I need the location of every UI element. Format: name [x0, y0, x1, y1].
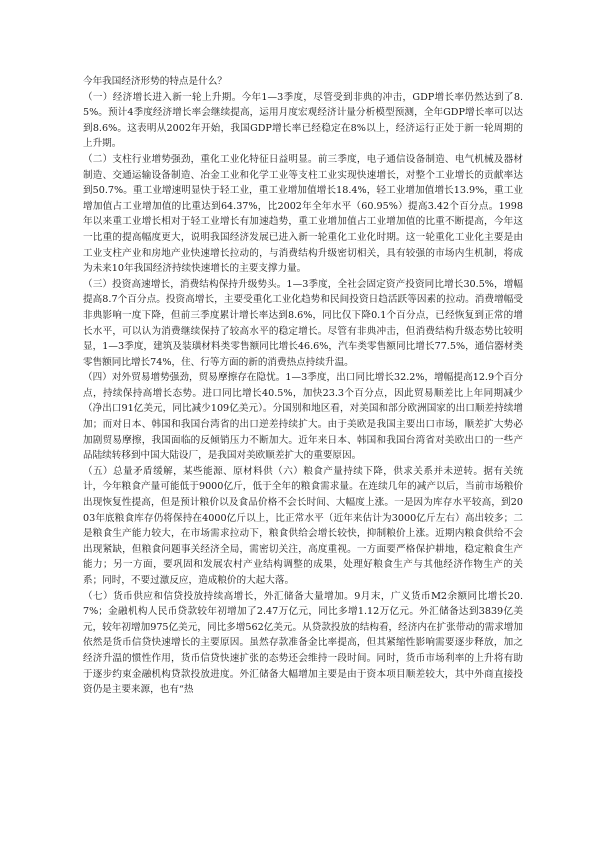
paragraph-1: （一）经济增长进入新一轮上升期。今年1—3季度，尽管受到非典的冲击，GDP增长率仍然达到了8.5%。预计4季度经济增长率会继续提高，运用月度宏观经济计量分析模型预测，全年GDP增长率可以达到8.6%。这表明从2002年开始，我国GDP增长率已经稳定在8%以上，经济运行正处于新一轮周期的上升期。: [83, 91, 523, 150]
paragraph-4: （四）对外贸易增势强劲，贸易摩擦存在隐忧。1—3季度，出口同比增长32.2%，增幅提高12.9个百分点，持续保持高增长态势。进口同比增长40.5%，加快23.3个百分点，因此贸易顺差比上年同期减少（净出口91亿美元，同比减少109亿美元）。分国别和地区看，对美国和部分欧洲国家的出口顺差持续增加；而对日本、韩国和我国台湾省的出口逆差持续扩大。由于美欧是我国主要出口市场，顺差扩大势必加剧贸易摩擦，我国面临的反倾销压力不断加大。近年来日本、韩国和我国台湾省对美欧出口的一些产品陆续转移到中国大陆设厂，是我国对美欧顺差扩大的重要原因。: [83, 372, 523, 462]
document-title: 今年我国经济形势的特点是什么？: [83, 76, 227, 87]
paragraph-5: （五）总量矛盾缓解，某些能源、原材料供（六）粮食产量持续下降，供求关系并未逆转。据有关统计，今年粮食产量可能低于9000亿斤，低于全年的粮食需求量。在连续几年的减产以后，当前市场粮价出现恢复性提高，但是预计粮价以及食品价格不会长时间、大幅度上涨。一是因为库存水平较高，到2003年底粮食库存仍将保持在4000亿斤以上，比正常水平（近年来估计为3000亿斤左右）高出较多；二是粮食生产能力较大，在市场需求拉动下，粮食供给会增长较快，抑制粮价上涨。近期内粮食供给不会出现紧缺，但粮食问题事关经济全局，需密切关注，高度重视。一方面要严格保护耕地，稳定粮食生产能力；另一方面，要巩固和发展农村产业结构调整的成果，处理好粮食生产与其他经济作物生产的关系；同时，不要过激反应，造成粮价的大起大落。: [83, 465, 523, 586]
paragraph-3: （三）投资高速增长，消费结构保持升级势头。1—3季度，全社会固定资产投资同比增长30.5%，增幅提高8.7个百分点。投资高增长，主要受重化工业化趋势和民间投资日趋活跃等因素的拉动。消费增幅受非典影响一度下降，但前三季度累计增长率达到8.6%，同比仅下降0.1个百分点，已经恢复到正常的增长水平，可以认为消费继续保持了较高水平的稳定增长。尽管有非典冲击，但消费结构升级态势比较明显，1—3季度，建筑及装璜材料类零售额同比增长46.6%，汽车类零售额同比增长77.5%，通信器材类零售额同比增长74%，住、行等方面的新的消费热点持续升温。: [83, 278, 523, 368]
paragraph-2: （二）支柱行业增势强劲，重化工业化特征日益明显。前三季度，电子通信设备制造、电气机械及器材制造、交通运输设备制造、冶金工业和化学工业等支柱工业实现快速增长，对整个工业增长的贡献率达到50.7%。重工业增速明显快于轻工业，重工业增加值增长18.4%，轻工业增加值增长13.9%，重工业增加值占工业增加值的比重达到64.37%，比2002年全年水平（60.95%）提高3.42个百分点。1998年以来重工业增长相对于轻工业增长有加速趋势，重工业增加值占工业增加值的比重不断提高，今年这一比重的提高幅度更大，说明我国经济发展已进入新一轮重化工业化时期。这一轮重化工业化主要是由工业支柱产业和房地产业快速增长拉动的，与消费结构升级密切相关，具有较强的市场内生机制，将成为未来10年我国经济持续快速增长的主要支撑力量。: [83, 153, 523, 275]
document-body: [83, 74, 523, 698]
paragraph-6: （七）货币供应和信贷投放持续高增长，外汇储备大量增加。9月末，广义货币M2余额同比增长20.7%；金融机构人民币贷款较年初增加了2.47万亿元，同比多增1.12万亿元。外汇储备达到3839亿美元，较年初增加975亿美元，同比多增562亿美元。从贷款投放的结构看，经济内在扩张带动的需求增加依然是货币信贷快速增长的主要原因。虽然存款准备金比率提高，但其紧缩性影响需要逐步释放，加之经济升温的惯性作用，货币信贷快速扩张的态势还会维持一段时间。同时，货币市场利率的上升将有助于逐步约束金融机构贷款投放进度。外汇储备大幅增加主要是由于资本项目顺差较大，其中外商直接投资仍是主要来源，也有“热: [83, 590, 523, 696]
